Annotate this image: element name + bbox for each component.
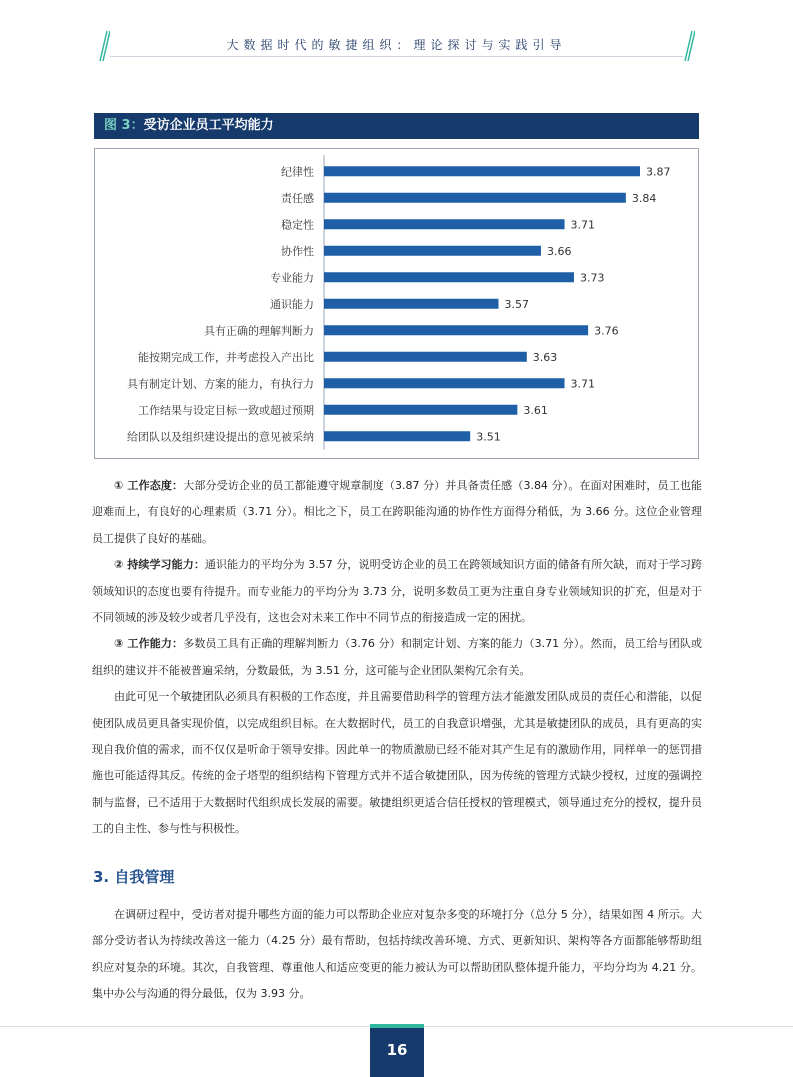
category-label: 具有正确的理解判断力 <box>204 324 314 338</box>
category-label: 能按期完成工作，并考虑投入产出比 <box>138 350 314 364</box>
bar-value-label: 3.71 <box>570 377 596 391</box>
paragraph-text: 由此可见一个敏捷团队必须具有积极的工作态度，并且需要借助科学的管理方法才能激发团队成员的责任心和潜能，以促使团队成员更具备实现价值，以完成组织目标。在大数据时代，员工的自我意识增强，尤其是敏捷团队的成员，具有更高的实现自我价值的需求，而不仅仅是听命于领导安排。因此单一的物质激励已经不能对其产生足有的激励作用，同样单一的惩罚措施也可能适得其反。传统的金子塔型的组织结构下管理方式并不适合敏捷团队，因为传统的管理方式缺少授权，过度的强调控制与监督，已不适用于大数据时代组织成长发展的需要。敏捷组织更适合信任授权的管理模式，领导通过充分的授权，提升员工的自主性、参与性与积极性。 <box>92 690 702 836</box>
bar-value-label: 3.71 <box>570 218 596 232</box>
bar-value-label: 3.66 <box>546 244 572 258</box>
category-label: 具有制定计划、方案的能力，有执行力 <box>127 377 314 391</box>
page-header <box>0 0 793 60</box>
paragraph-work-attitude <box>92 473 702 552</box>
category-label: 通识能力 <box>270 297 314 311</box>
right-slash-decoration <box>683 30 695 62</box>
bar-value-label: 3.57 <box>504 297 530 311</box>
bar-value-label: 3.73 <box>579 271 605 285</box>
bar-value-label: 3.61 <box>523 403 548 417</box>
paragraph-text: 大部分受访企业的员工都能遵守规章制度（3.87 分）并具备责任感（3.84 分）。在面对困难时，员工也能迎难而上，有良好的心理素质（3.71 分）。相比之下，员工在跨职能沟通的协作性方面得分稍低，为 3.66 分。这位企业管理员工提供了良好的基础。 <box>92 479 702 545</box>
bar <box>324 219 565 229</box>
category-label: 工作结果与设定目标一致或超过预期 <box>138 403 314 417</box>
bar <box>324 405 517 415</box>
category-label: 稳定性 <box>281 218 314 232</box>
paragraph-self-management: 在调研过程中，受访者对提升哪些方面的能力可以帮助企业应对复杂多变的环境打分（总分 5 分），结果如图 4 所示。大部分受访者认为持续改善这一能力（4.25 分）最有帮助，包括持续改善环境、方式、更新知识、架构等各方面都能够帮助组织应对复杂的环境。其次，自我管理、尊重他人和适应变更的能力被认为可以帮助团队整体提升能力，平均分均为 4.21 分。集中办公与沟通的得分最低，仅为 3.93 分。 <box>92 908 702 1001</box>
category-label: 纪律性 <box>281 165 314 179</box>
bar <box>324 299 499 309</box>
page-number: 16 <box>386 1041 408 1059</box>
analysis-text <box>92 473 702 843</box>
paragraph-lead: ③ 工作能力： <box>114 637 184 651</box>
page-number-box <box>370 1024 424 1077</box>
figure-label: 图 3： <box>104 118 144 133</box>
paragraph-text: 通识能力的平均分为 3.57 分，说明受访企业的员工在跨领域知识方面的储备有所欠缺，而对于学习跨领域知识的态度也要有待提升。而专业能力的平均分为 3.73 分，说明多数员工更为注重自身专业领域知识的扩充，但是对于不同领域的涉及较少或者几乎没有，这也会对未来工作中不同节点的衔接造成一定的困扰。 <box>92 558 702 625</box>
bar <box>324 352 527 362</box>
figure-title-bar <box>94 113 699 139</box>
section-heading: 3. 自我管理 <box>93 868 175 886</box>
bar <box>324 325 588 335</box>
paragraph-text: 多数员工具有正确的理解判断力（3.76 分）和制定计划、方案的能力（3.71 分）。然而，员工给与团队或组织的建议并不能被普遍采纳，分数最低，为 3.51 分，这可能与企业团队架构冗余有关。 <box>92 637 702 677</box>
bar <box>324 166 640 176</box>
paragraph-conclusion <box>92 684 702 842</box>
bar <box>324 193 626 203</box>
bar <box>324 246 541 256</box>
paragraph-learning <box>92 552 702 631</box>
bar-value-label: 3.51 <box>476 430 501 444</box>
bar-value-label: 3.87 <box>646 165 671 179</box>
bar-chart-frame <box>94 148 699 459</box>
header-rule <box>110 56 683 57</box>
section-text <box>92 902 702 1008</box>
bar <box>324 272 574 282</box>
bar-value-label: 3.84 <box>631 191 657 205</box>
bar-value-label: 3.76 <box>594 324 619 338</box>
bar-chart <box>95 149 698 458</box>
bar-value-label: 3.63 <box>532 350 558 364</box>
running-header-title: 大数据时代的敏捷组织：理论探讨与实践引导 <box>226 38 567 52</box>
category-label: 责任感 <box>281 191 314 205</box>
paragraph-lead: ① 工作态度： <box>114 479 184 492</box>
paragraph-lead: ② 持续学习能力： <box>114 558 205 572</box>
figure-title: 受访企业员工平均能力 <box>143 118 274 133</box>
paragraph-work-ability <box>92 631 702 684</box>
bar <box>324 378 565 388</box>
category-label: 协作性 <box>281 244 314 258</box>
category-label: 给团队以及组织建设提出的意见被采纳 <box>127 430 314 444</box>
category-label: 专业能力 <box>270 271 314 285</box>
bar <box>324 431 470 441</box>
